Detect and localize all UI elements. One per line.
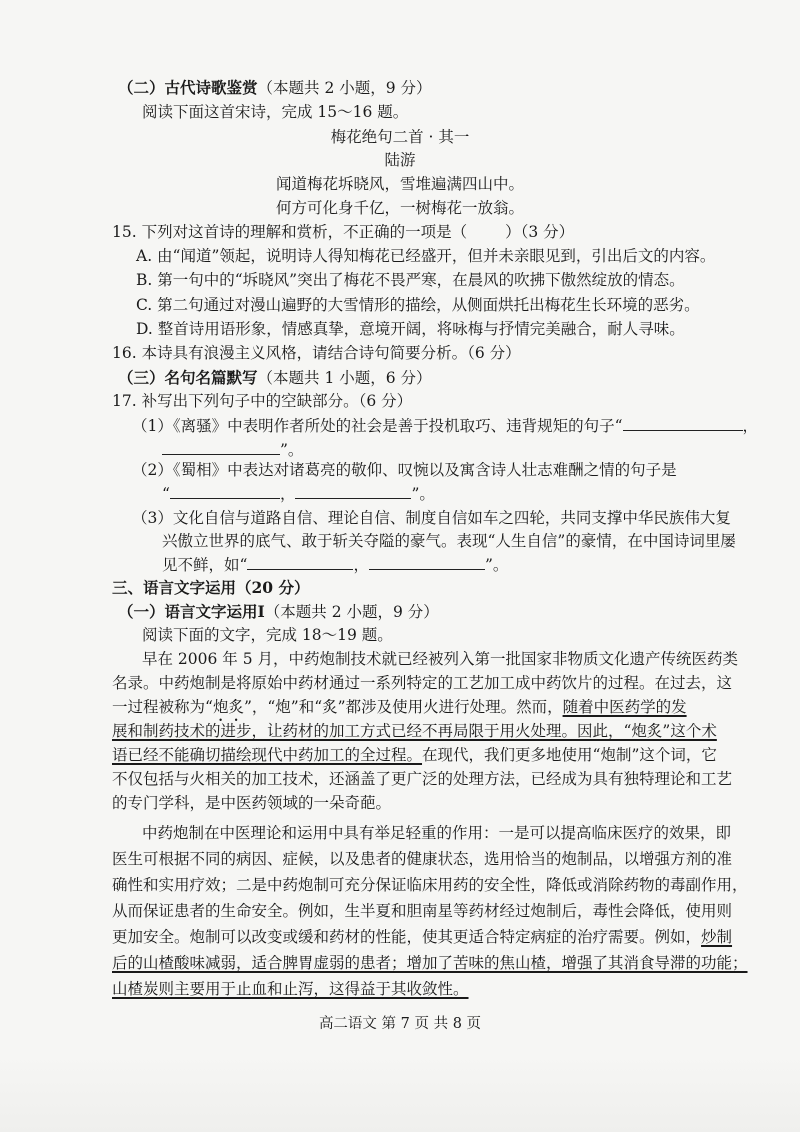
q17-item1-line2: ”。	[162, 438, 303, 461]
passage-p2-line4: 从而保证患者的生命安全。例如，生半夏和胆南星等药材经过炮制后，毒性会降低，使用则	[112, 902, 733, 920]
passage-p1-line6: 不仅包括与火相关的加工技术，还涵盖了更广泛的处理方法，已经成为具有独特理论和工艺	[112, 770, 733, 788]
q17-item2-line1: （2）《蜀相》中表达对诸葛亮的敬仰、叹惋以及寓含诗人壮志难酬之情的句子是	[132, 461, 677, 479]
passage-p1-line5: 语已经不能确切描绘现代中药加工的全过程。在现代，我们更多地使用“炮制”这个词，它	[112, 746, 717, 764]
q17-item1-line1: （1）《离骚》中表明作者所处的社会是善于投机取巧、违背规矩的句子“ ，	[132, 414, 758, 437]
poem-title: 梅花绝句二首 · 其一	[330, 128, 470, 146]
page-footer: 高二语文 第 7 页 共 8 页	[318, 1016, 482, 1032]
emphasis-paozhi: 炮炙	[212, 698, 244, 716]
section-recitation-note: （本题共 1 小题，6 分）	[257, 369, 432, 387]
q17-item3-blank-1[interactable]	[247, 553, 353, 570]
underlined-sentence-2a: 炒制	[701, 928, 733, 946]
q17-item3-line2: 兴傲立世界的底气、敢于斩关夺隘的豪气。表现“人生自信”的豪情，在中国诗词里屡	[162, 532, 736, 550]
q17-item3-line3: 见不鲜，如“ ， ”。	[162, 553, 508, 576]
passage-p1-line1: 早在 2006 年 5 月，中药炮制技术就已经被列入第一批国家非物质文化遗产传统医药类	[142, 650, 739, 668]
passage-p1-line4: 展和制药技术的进步，让药材的加工方式已经不再局限于用火处理。因此，“炮炙”这个术	[112, 722, 717, 740]
section-lang1-note: （本题共 2 小题，9 分）	[264, 603, 439, 621]
q17-stem: 17. 补写出下列句子中的空缺部分。（6 分）	[112, 392, 413, 410]
q15-option-c: C. 第二句通过对漫山遍野的大雪情形的描绘，从侧面烘托出梅花生长环境的恶劣。	[136, 296, 700, 314]
q15-option-a: A. 由“闻道”领起，说明诗人得知梅花已经盛开，但并未亲眼见到，引出后文的内容。	[136, 247, 716, 265]
poem-line-2: 何方可化身千亿，一树梅花一放翁。	[275, 199, 524, 217]
poem-author: 陆游	[384, 151, 416, 169]
underlined-sentence-1b: 语已经不能确切描绘现代中药加工的全过程。	[112, 746, 423, 764]
section-lang1-heading: （一）语言文字运用Ⅰ	[118, 602, 265, 621]
passage-p1-line7: 的专门学科，是中医药领域的一朵奇葩。	[112, 794, 392, 812]
q17-item1-blank-1[interactable]	[623, 414, 743, 431]
lang1-instruction: 阅读下面的文字，完成 18～19 题。	[142, 626, 393, 644]
q15-stem: 15. 下列对这首诗的理解和赏析，不正确的一项是（ ）（3 分）	[112, 223, 575, 241]
q17-item3-blank-2[interactable]	[369, 553, 485, 570]
underlined-sentence-1a: 随着中医药学的发	[562, 698, 687, 716]
section-poetry-heading-line	[118, 77, 432, 99]
q17-item3-line1: （3）文化自信与道路自信、理论自信、制度自信如车之四轮，共同支撑中华民族伟大复	[132, 509, 731, 527]
scan-bottom-shadow	[0, 1055, 800, 1132]
q17-item2-blank-1[interactable]	[170, 482, 280, 499]
part3-heading: 三、语言文字运用（20 分）	[112, 578, 310, 597]
q17-item1-blank-2[interactable]	[162, 438, 280, 455]
passage-p1-line3: 一过程被称为“炮炙”，“炮”和“炙”都涉及使用火进行处理。然而，随着中医药学的发	[112, 698, 687, 716]
section-poetry-heading: （二）古代诗歌鉴赏	[118, 78, 258, 97]
q15-option-d: D. 整首诗用语形象，情感真挚，意境开阔，将咏梅与抒情完美融合，耐人寻味。	[136, 320, 685, 338]
passage-p2-line1: 中药炮制在中医理论和运用中具有举足轻重的作用：一是可以提高临床医疗的效果，即	[142, 824, 732, 842]
section-recitation-heading: （三）名句名篇默写	[118, 368, 258, 387]
passage-p2-line5: 更加安全。炮制可以改变或缓和药材的性能，使其更适合特定病症的治疗需要。例如，炒制	[112, 928, 733, 946]
passage-p2-line3: 确性和实用疗效；二是中药炮制可充分保证临床用药的安全性，降低或消除药物的毒副作用，	[112, 876, 748, 894]
section-lang1-heading-line	[118, 601, 439, 623]
passage-p1-line2: 名录。中药炮制是将原始中药材通过一系列特定的工艺加工成中药饮片的过程。在过去，这	[112, 674, 733, 692]
poem-line-1: 闻道梅花坼晓风，雪堆遍满四山中。	[275, 175, 524, 193]
q17-item2-line2: “ ， ”。	[162, 482, 435, 505]
section-recitation-heading-line	[118, 367, 432, 389]
passage-p2-line6: 后的山楂酸味减弱，适合脾胃虚弱的患者；增加了苦味的焦山楂，增强了其消食导滞的功能；	[112, 954, 748, 972]
q16-text: 16. 本诗具有浪漫主义风格，请结合诗句简要分析。（6 分）	[112, 344, 521, 362]
passage-p2-line2: 医生可根据不同的病因、症候，以及患者的健康状态，选用恰当的炮制品，以增强方剂的准	[112, 850, 733, 868]
passage-p2-line7: 山楂炭则主要用于止血和止泻，这得益于其收敛性。	[112, 980, 469, 998]
poetry-instruction: 阅读下面这首宋诗，完成 15～16 题。	[142, 103, 409, 121]
q15-option-b: B. 第一句中的“坼晓风”突出了梅花不畏严寒，在晨风的吹拂下傲然绽放的情态。	[136, 271, 685, 289]
q17-item2-blank-2[interactable]	[295, 482, 411, 499]
section-poetry-note: （本题共 2 小题，9 分）	[257, 79, 432, 97]
